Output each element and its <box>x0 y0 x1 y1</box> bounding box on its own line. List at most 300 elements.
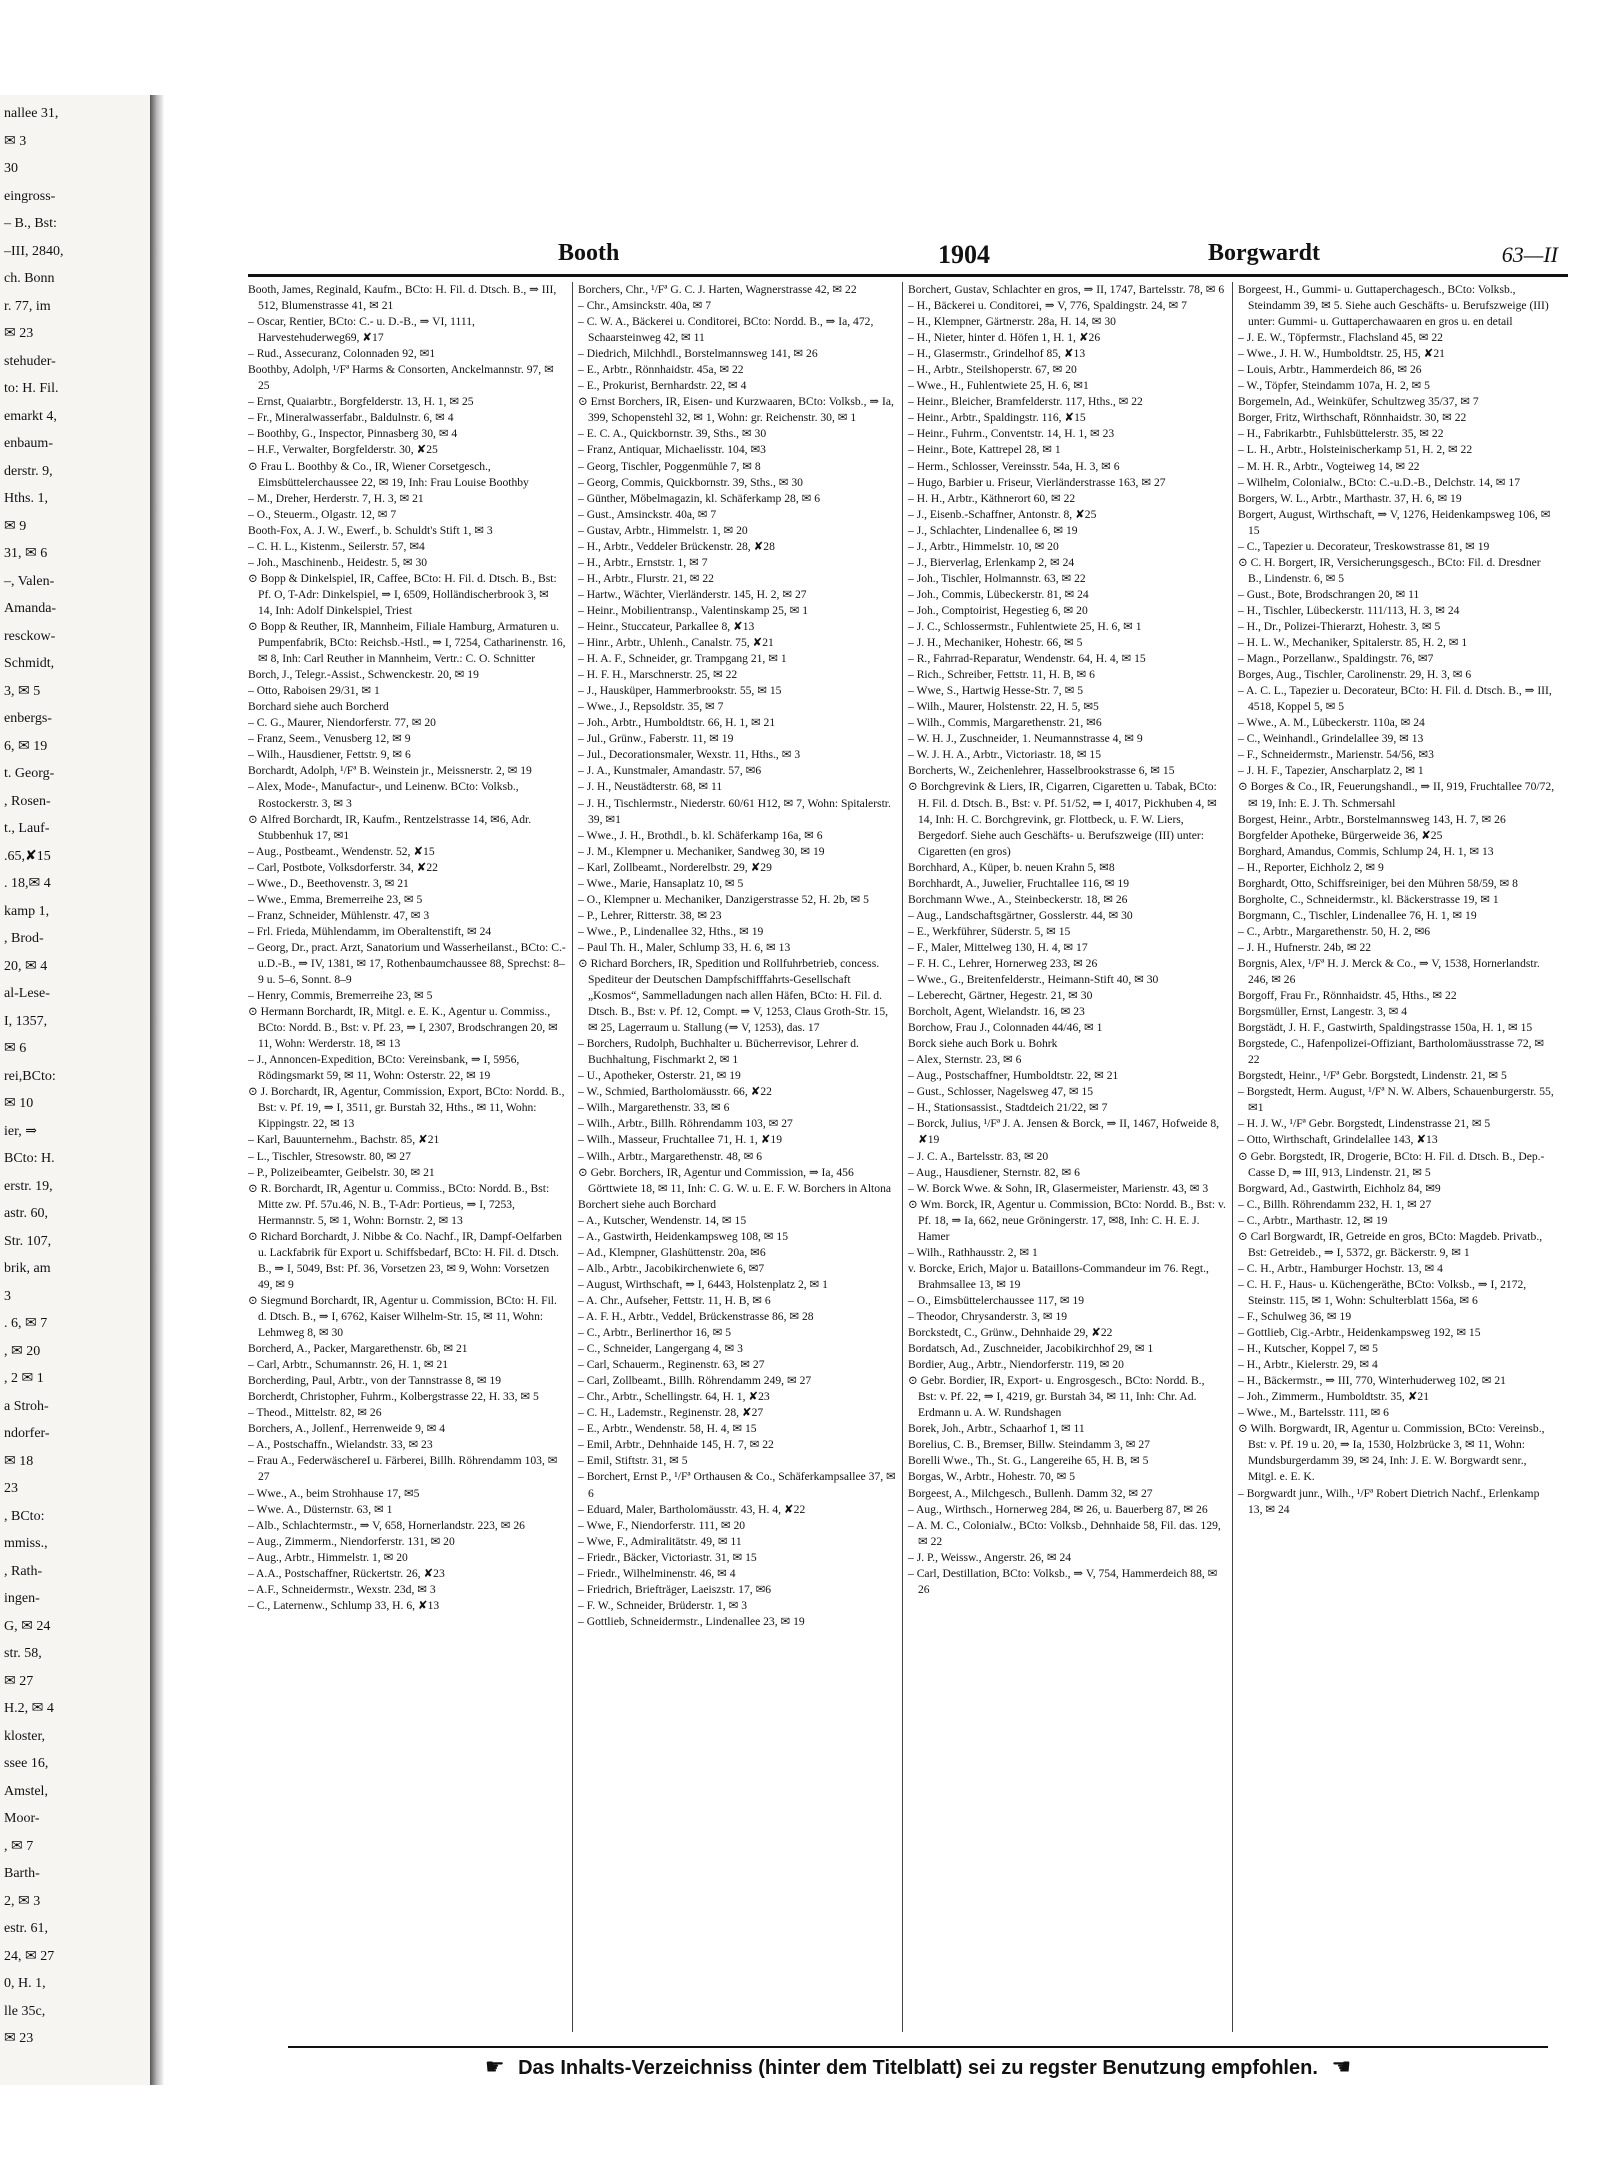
directory-entry: – A.A., Postschaffner, Rückertstr. 26, ✘23 <box>248 1566 445 1580</box>
directory-entry: – Borck, Julius, ¹/Fª J. A. Jensen & Borck, ⇒ II, 1467, Hofweide 8, ✘19 <box>908 1117 1220 1147</box>
column-2 <box>578 282 896 2032</box>
directory-entry: ⊙ Ernst Borchers, IR, Eisen- und Kurzwaaren, BCto: Volksb., ⇒ Ia, 399, Schopenstehl 32, ✉ 1, Wohn: gr. Reichenstr. 30, ✉ 1 <box>578 395 894 425</box>
directory-entry: – August, Wirthschaft, ⇒ I, 6443, Holstenplatz 2, ✉ 1 <box>578 1277 828 1291</box>
left-page-fragment: brik, am <box>4 1261 51 1276</box>
directory-entry: – Franz, Seem., Venusberg 12, ✉ 9 <box>248 732 411 746</box>
directory-entry: – C. H. F., Haus- u. Küchengeräthe, BCto: Volksb., ⇒ I, 2172, Steinstr. 115, ✉ 1, Wohn: Schulterblatt 156a, ✉ 6 <box>1238 1277 1527 1307</box>
directory-entry: – Wilh., Maurer, Holstenstr. 22, H. 5, ✉5 <box>908 700 1099 714</box>
directory-entry: Borgmann, C., Tischler, Lindenallee 76, H. 1, ✉ 19 <box>1238 908 1477 922</box>
directory-entry: – C. W. A., Bäckerei u. Conditorei, BCto: Nordd. B., ⇒ Ia, 472, Schaarsteinweg 42, ✉ 11 <box>578 315 874 345</box>
directory-entry: – E., Arbtr., Wendenstr. 58, H. 4, ✉ 15 <box>578 1422 757 1436</box>
directory-entry: – C., Arbtr., Margarethenstr. 50, H. 2, ✉6 <box>1238 924 1431 938</box>
left-page-fragment: I, 1357, <box>4 1013 48 1029</box>
directory-entry: – Emil, Stiftstr. 31, ✉ 5 <box>578 1454 688 1468</box>
left-page-fragment: lle 35c, <box>4 2003 46 2019</box>
directory-entry: – Gust., Bote, Brodschrangen 20, ✉ 11 <box>1238 587 1420 601</box>
directory-entry: – Wilh., Masseur, Fruchtallee 71, H. 1, ✘19 <box>578 1133 783 1147</box>
directory-entry: Borchert, Gustav, Schlachter en gros, ⇒ II, 1747, Bartelsstr. 78, ✉ 6 <box>908 283 1225 296</box>
directory-entry: – W., Schmied, Bartholomäusstr. 66, ✘22 <box>578 1085 772 1099</box>
directory-entry: – Wwe., G., Breitenfelderstr., Heimann-Stift 40, ✉ 30 <box>908 973 1159 987</box>
directory-entry: – J. C. A., Bartelsstr. 83, ✉ 20 <box>908 1149 1049 1163</box>
directory-entry: – O., Steuerm., Olgastr. 12, ✉ 7 <box>248 507 397 521</box>
left-page-fragment: –, Valen- <box>4 573 55 589</box>
directory-entry: – Chr., Arbtr., Schellingstr. 64, H. 1, ✘23 <box>578 1390 770 1404</box>
directory-entry: – Aug., Postbeamt., Wendenstr. 52, ✘15 <box>248 844 435 858</box>
directory-entry: – Heinr., Arbtr., Spaldingstr. 116, ✘15 <box>908 411 1086 425</box>
page-header <box>248 238 1568 277</box>
left-page-fragment: ✉ 6 <box>4 1041 27 1056</box>
directory-entry: Borgnis, Alex, ¹/Fª H. J. Merck & Co., ⇒ V, 1538, Hornerlandstr. 246, ✉ 26 <box>1238 956 1540 987</box>
left-page-fragment: 31, ✉ 6 <box>4 546 48 561</box>
directory-entry: – Joh., Maschinenb., Heidestr. 5, ✉ 30 <box>248 555 428 569</box>
left-page-fragment: , Brod- <box>4 931 44 946</box>
left-page-fragment: , Rath- <box>4 1563 43 1579</box>
directory-entry: – Wwe, F., Niendorferstr. 111, ✉ 20 <box>578 1518 746 1532</box>
directory-entry: – H., Kutscher, Koppel 7, ✉ 5 <box>1238 1342 1378 1356</box>
directory-entry: – E., Arbtr., Rönnhaidstr. 45a, ✉ 22 <box>578 363 744 377</box>
directory-entry: ⊙ Gebr. Borgstedt, IR, Drogerie, BCto: H. Fil. d. Dtsch. B., Dep.-Casse D, ⇒ III, 913, Lindenstr. 21, ✉ 5 <box>1238 1149 1545 1179</box>
directory-entry: – A. F. H., Arbtr., Veddel, Brückenstrasse 86, ✉ 28 <box>578 1310 814 1323</box>
left-page-fragment: 3 <box>4 1288 11 1304</box>
directory-entry: Borgholte, C., Schneidermstr., kl. Bäckerstrasse 19, ✉ 1 <box>1238 892 1499 906</box>
left-page-fragment: , 2 ✉ 1 <box>4 1371 44 1386</box>
directory-entry: Borgeest, A., Milchgesch., Bullenh. Damm 32, ✉ 27 <box>908 1486 1153 1500</box>
directory-entry: Booth-Fox, A. J. W., Ewerf., b. Schuldt's Stift 1, ✉ 3 <box>248 523 493 537</box>
left-page-fragment: Str. 107, <box>4 1233 52 1249</box>
directory-entry: – Hinr., Arbtr., Uhlenh., Canalstr. 75, ✘21 <box>578 636 774 650</box>
directory-entry: Borchard siehe auch Borcherd <box>248 700 389 714</box>
directory-entry: Borchhardt, A., Juwelier, Fruchtallee 116, ✉ 19 <box>908 876 1129 890</box>
left-page-fragment: ✉ 27 <box>4 1673 34 1689</box>
directory-entry: – H., Nieter, hinter d. Höfen 1, H. 1, ✘26 <box>908 331 1101 345</box>
left-page-fragment: eingross- <box>4 188 56 204</box>
directory-entry: – Joh., Zimmerm., Humboldtstr. 35, ✘21 <box>1238 1390 1430 1404</box>
directory-entry: – Aug., Landschaftsgärtner, Gosslerstr. 44, ✉ 30 <box>908 908 1133 922</box>
directory-entry: – Hugo, Barbier u. Friseur, Vierländerstrasse 163, ✉ 27 <box>908 475 1166 489</box>
directory-entry: – Alex, Sternstr. 23, ✉ 6 <box>908 1053 1022 1067</box>
directory-entry: – H., Arbtr., Kielerstr. 29, ✉ 4 <box>1238 1358 1378 1372</box>
directory-entry: – Franz, Schneider, Mühlenstr. 47, ✉ 3 <box>248 908 430 922</box>
directory-entry: – E., Werkführer, Süderstr. 5, ✉ 15 <box>908 924 1071 938</box>
directory-entry: – Fr., Mineralwasserfabr., Baldulnstr. 6, ✉ 4 <box>248 411 454 425</box>
page-footer <box>288 2046 1548 2084</box>
directory-entry: Borgward, Ad., Gastwirth, Eichholz 84, ✉9 <box>1238 1181 1441 1195</box>
directory-entry: ⊙ Wm. Borck, IR, Agentur u. Commission, BCto: Nordd. B., Bst: v. Pf. 18, ⇒ Ia, 662, neue Gröningerstr. 17, ✉8, Inh: C. H. E. J. Hamer <box>908 1197 1226 1243</box>
left-page-fragment: Moor- <box>4 1811 40 1826</box>
left-page-fragment: ✉ 9 <box>4 518 27 534</box>
directory-entry: – C. G., Maurer, Niendorferstr. 77, ✉ 20 <box>248 716 436 730</box>
directory-entry: – W., Töpfer, Steindamm 107a, H. 2, ✉ 5 <box>1238 379 1430 393</box>
directory-entry: – Chr., Amsinckstr. 40a, ✉ 7 <box>578 299 712 313</box>
directory-entry: – Friedr., Wilhelminenstr. 46, ✉ 4 <box>578 1566 736 1580</box>
directory-entry: – A. M. C., Colonialw., BCto: Volksb., Dehnhaide 58, Fil. das. 129, ✉ 22 <box>908 1518 1221 1548</box>
directory-entry: Borck siehe auch Bork u. Bohrk <box>908 1037 1058 1051</box>
directory-entry: – Frl. Frieda, Mühlendamm, im Oberaltenstift, ✉ 24 <box>248 924 492 938</box>
left-page-fragment: , BCto: <box>4 1508 45 1524</box>
left-page-fragment: to: H. Fil. <box>4 381 59 396</box>
left-page-fragment: –III, 2840, <box>4 243 64 259</box>
directory-entry: – H. A. F., Schneider, gr. Trampgang 21, ✉ 1 <box>578 652 787 666</box>
directory-entry: – Gust., Amsinckstr. 40a, ✉ 7 <box>578 507 717 521</box>
directory-entry: – J., Schlachter, Lindenallee 6, ✉ 19 <box>908 523 1078 537</box>
directory-entry: – C., Weinhandl., Grindelallee 39, ✉ 13 <box>1238 732 1424 746</box>
directory-entry: Bordier, Aug., Arbtr., Niendorferstr. 119, ✉ 20 <box>908 1358 1124 1372</box>
directory-entry: – Gustav, Arbtr., Himmelstr. 1, ✉ 20 <box>578 523 748 537</box>
directory-entry: – Wwe., J. H. W., Humboldtstr. 25, H5, ✘21 <box>1238 347 1445 361</box>
book-gutter <box>150 95 164 2085</box>
directory-entry: – E., Prokurist, Bernhardstr. 22, ✉ 4 <box>578 379 747 393</box>
directory-entry: – F., Maler, Mittelweg 130, H. 4, ✉ 17 <box>908 940 1088 954</box>
directory-entry: – H., Reporter, Eichholz 2, ✉ 9 <box>1238 860 1384 874</box>
directory-entry: – J., Arbtr., Himmelstr. 10, ✉ 20 <box>908 539 1059 553</box>
directory-entry: Borgert, August, Wirthschaft, ⇒ V, 1276, Heidenkampsweg 106, ✉ 15 <box>1238 507 1551 537</box>
directory-entry: ⊙ R. Borchardt, IR, Agentur u. Commiss., BCto: Nordd. B., Bst: Mitte zw. Pf. 57u.46, N. B., T-Adr: Portieus, ⇒ I, 7253, Hermannstr. 5, ✉ 1, Wohn: Bornstr. 2, ✉ 13 <box>248 1181 550 1227</box>
directory-entry: – H., Arbtr., Ernststr. 1, ✉ 7 <box>578 555 708 569</box>
directory-entry: – J. C., Schlossermstr., Fuhlentwiete 25, H. 6, ✉ 1 <box>908 619 1142 633</box>
directory-entry: Borgoff, Frau Fr., Rönnhaidstr. 45, Hths., ✉ 22 <box>1238 989 1457 1003</box>
directory-entry: – Joh., Commis, Lübeckerstr. 81, ✉ 24 <box>908 587 1089 601</box>
directory-entry: ⊙ Gebr. Bordier, IR, Export- u. Engrosgesch., BCto: Nordd. B., Bst: v. Pf. 22, ⇒ I, 4219, gr. Burstah 34, ✉ 11, Inh: Chr. Ad. Erdmann u. A. W. Rundshagen <box>908 1374 1205 1420</box>
directory-entry: ⊙ Carl Borgwardt, IR, Getreide en gros, BCto: Magdeb. Privatb., Bst: Getreideb., ⇒ I, 5372, gr. Bäckerstr. 9, ✉ 1 <box>1238 1229 1543 1259</box>
left-page-fragment: , Rosen- <box>4 793 51 809</box>
directory-entry: – F. H. C., Lehrer, Hornerweg 233, ✉ 26 <box>908 956 1098 970</box>
left-page-fragment: rei,BCto: <box>4 1068 56 1084</box>
column-divider <box>1232 282 1233 2032</box>
directory-entry: – Wilh., Hausdiener, Fettstr. 9, ✉ 6 <box>248 748 411 762</box>
left-page-fragment: 6, ✉ 19 <box>4 738 48 754</box>
footer-notice: Das Inhalts-Verzeichniss (hinter dem Titelblatt) sei zu regster Benutzung empfohlen. <box>518 2057 1318 2079</box>
directory-entry: – H., Fabrikarbtr., Fuhlsbüttelerstr. 35, ✉ 22 <box>1238 427 1444 441</box>
directory-entry: – J. H., Mechaniker, Hohestr. 66, ✉ 5 <box>908 636 1083 650</box>
directory-entry: – Wilh., Arbtr., Billh. Röhrendamm 103, ✉ 27 <box>578 1117 793 1131</box>
directory-entry: – Otto, Wirthschaft, Grindelallee 143, ✘13 <box>1238 1133 1438 1147</box>
page-number: 63—II <box>1501 242 1558 267</box>
directory-entry: Borghardt, Otto, Schiffsreiniger, bei den Mühren 58/59, ✉ 8 <box>1238 876 1518 890</box>
directory-entry: – Wilh., Margarethenstr. 33, ✉ 6 <box>578 1101 730 1115</box>
directory-entry: – J., Eisenb.-Schaffner, Antonstr. 8, ✘25 <box>908 507 1097 521</box>
directory-entry: – C. H. L., Kistenm., Seilerstr. 57, ✉4 <box>248 539 425 553</box>
directory-entry: – H. H., Arbtr., Käthnerort 60, ✉ 22 <box>908 491 1076 505</box>
left-page-fragment: ch. Bonn <box>4 271 55 286</box>
directory-entry: – Wwe, S., Hartwig Hesse-Str. 7, ✉ 5 <box>908 684 1084 698</box>
directory-entry: – J., Hausküper, Hammerbrookstr. 55, ✉ 15 <box>578 684 782 698</box>
directory-entry: – P., Polizeibeamter, Geibelstr. 30, ✉ 21 <box>248 1165 435 1179</box>
directory-entry: – Otto, Raboisen 29/31, ✉ 1 <box>248 684 380 698</box>
directory-entry: – Aug., Zimmerm., Niendorferstr. 131, ✉ 20 <box>248 1534 455 1548</box>
left-page-fragment: kloster, <box>4 1728 46 1744</box>
directory-entry: – A., Gastwirth, Heidenkampsweg 108, ✉ 15 <box>578 1229 789 1243</box>
left-page-fragment: ssee 16, <box>4 1756 49 1771</box>
directory-entry: – J. H., Neustädterstr. 68, ✉ 11 <box>578 780 723 794</box>
directory-entry: – Theodor, Chrysanderstr. 3, ✉ 19 <box>908 1310 1068 1323</box>
header-last-entry: Borgwardt <box>1208 240 1320 266</box>
directory-entry: – Herm., Schlosser, Vereinsstr. 54a, H. 3, ✉ 6 <box>908 459 1120 473</box>
directory-entry: Borgas, W., Arbtr., Hohestr. 70, ✉ 5 <box>908 1470 1075 1484</box>
left-page-fragment: stehuder- <box>4 353 56 369</box>
left-page-fragment: al-Lese- <box>4 986 50 1001</box>
directory-entry: – Alb., Schlachtermstr., ⇒ V, 658, Hornerlandstr. 223, ✉ 26 <box>248 1518 525 1532</box>
pointing-hand-left-icon: ☚ <box>1331 2054 1352 2079</box>
directory-entry: Borchers, Chr., ¹/Fª G. C. J. Harten, Wagnerstrasse 42, ✉ 22 <box>578 283 857 296</box>
directory-entry: Borch, J., Telegr.-Assist., Schwenckestr. 20, ✉ 19 <box>248 668 479 682</box>
directory-entry: – H., Tischler, Lübeckerstr. 111/113, H. 3, ✉ 24 <box>1238 603 1460 617</box>
directory-entry: – Karl, Zollbeamt., Norderelbstr. 29, ✘29 <box>578 860 772 874</box>
column-divider <box>572 282 573 2032</box>
directory-entry: – W. Borck Wwe. & Sohn, IR, Glasermeister, Marienstr. 43, ✉ 3 <box>908 1181 1209 1195</box>
directory-entry: – F., Schneidermstr., Marienstr. 54/56, ✉3 <box>1238 748 1434 762</box>
left-page-fragment: , ✉ 7 <box>4 1838 34 1854</box>
left-page-fragment: enbergs- <box>4 711 52 726</box>
header-first-entry: Booth <box>558 240 620 266</box>
directory-entry: ⊙ Borges & Co., IR, Feuerungshandl., ⇒ II, 919, Fruchtallee 70/72, ✉ 19, Inh: E. J. Th. Schmersahl <box>1238 780 1555 810</box>
directory-entry: – Carl, Arbtr., Schumannstr. 26, H. 1, ✉ 21 <box>248 1358 449 1372</box>
directory-entry: ⊙ C. H. Borgert, IR, Versicherungsgesch., BCto: Fil. d. Dresdner B., Lindenstr. 6, ✉ 5 <box>1238 555 1541 585</box>
left-page-fragment: t. Georg- <box>4 766 55 781</box>
directory-entry: – J. E. W., Töpfermstr., Flachsland 45, ✉ 22 <box>1238 331 1443 345</box>
directory-entry: – H., Bäckermstr., ⇒ III, 770, Winterhuderweg 102, ✉ 21 <box>1238 1374 1506 1388</box>
directory-entry: – H. J. W., ¹/Fª Gebr. Borgstedt, Lindenstrasse 21, ✉ 5 <box>1238 1117 1491 1131</box>
directory-entry: – Wilh., Arbtr., Margarethenstr. 48, ✉ 6 <box>578 1149 762 1163</box>
left-page-fragment: G, ✉ 24 <box>4 1618 51 1634</box>
directory-entry: – Jul., Grünw., Faberstr. 11, ✉ 19 <box>578 732 734 746</box>
directory-entry: – M., Dreher, Herderstr. 7, H. 3, ✉ 21 <box>248 491 424 505</box>
directory-entry: – C., Laternenw., Schlump 33, H. 6, ✘13 <box>248 1598 440 1612</box>
directory-entry: – Friedr., Bäcker, Victoriastr. 31, ✉ 15 <box>578 1550 757 1564</box>
directory-entry: ⊙ Richard Borchers, IR, Spedition und Rollfuhrbetrieb, concess. Spediteur der Deutschen Dampfschifffahrts-Gesellschaft „Kosmos“, Sammelladungen nach allen Häfen, BCto: H. Fil. d. Dtsch. B., Bst: v. Pf. 12, Compt. ⇒ V, 1253, Claus Groth-Str. 15, ✉ 25, Lagerraum u. Stallung (⇒ V, 1253), das. 17 <box>578 956 889 1035</box>
left-page-fragment: t., Lauf- <box>4 821 50 836</box>
directory-entry: – Theod., Mittelstr. 82, ✉ 26 <box>248 1406 382 1420</box>
directory-entry: – Carl, Postbote, Volksdorferstr. 34, ✘22 <box>248 860 438 874</box>
directory-entry: – Ernst, Quaiarbtr., Borgfelderstr. 13, H. 1, ✉ 25 <box>248 395 474 409</box>
column-3 <box>908 282 1226 2032</box>
left-page-fragment: . 18,✉ 4 <box>4 876 51 891</box>
directory-entry: – Wwe., Emma, Bremerreihe 23, ✉ 5 <box>248 892 423 906</box>
directory-entry: – J. P., Weissw., Angerstr. 26, ✉ 24 <box>908 1550 1072 1564</box>
directory-entry: – Wwe., D., Beethovenstr. 3, ✉ 21 <box>248 876 409 890</box>
directory-entry: – Magn., Porzellanw., Spaldingstr. 76, ✉7 <box>1238 652 1434 666</box>
directory-entry: – H., Klempner, Gärtnerstr. 28a, H. 14, ✉ 30 <box>908 315 1116 329</box>
directory-entry: – C., Schneider, Langergang 4, ✉ 3 <box>578 1342 743 1356</box>
directory-entry: Borger, Fritz, Wirthschaft, Rönnhaidstr. 30, ✉ 22 <box>1238 411 1467 425</box>
directory-entry: – A. Chr., Aufseher, Fettstr. 11, H. B, ✉ 6 <box>578 1293 771 1307</box>
directory-entry: – J. H., Tischlermstr., Niederstr. 60/61 H12, ✉ 7, Wohn: Spitalerstr. 39, ✉1 <box>578 796 891 826</box>
left-page-fragment: , ✉ 20 <box>4 1343 41 1359</box>
directory-entry: – Joh., Comptoirist, Hegestieg 6, ✉ 20 <box>908 603 1088 617</box>
left-page-fragment: Amstel, <box>4 1783 48 1799</box>
left-page-fragment: ier, ⇒ <box>4 1123 37 1139</box>
directory-entry: v. Borcke, Erich, Major u. Bataillons-Commandeur im 76. Regt., Brahmsallee 13, ✉ 19 <box>908 1261 1209 1291</box>
directory-entry: – H. F. H., Marschnerstr. 25, ✉ 22 <box>578 668 738 682</box>
directory-entry: ⊙ Frau L. Boothby & Co., IR, Wiener Corsetgesch., Eimsbüttelerchaussee 22, ✉ 19, Inh: Frau Louise Boothby <box>248 459 529 489</box>
directory-entry: – J. A., Kunstmaler, Amandastr. 57, ✉6 <box>578 764 762 778</box>
left-page-fragment: 0, H. 1, <box>4 1976 46 1991</box>
directory-entry: Borgstädt, J. H. F., Gastwirth, Spaldingstrasse 150a, H. 1, ✉ 15 <box>1238 1021 1533 1035</box>
left-page-fragment: mmiss., <box>4 1536 48 1551</box>
directory-entry: – J. H., Hufnerstr. 24b, ✉ 22 <box>1238 940 1372 954</box>
left-page-fragment: resckow- <box>4 628 56 644</box>
directory-entry: – Heinr., Fuhrm., Conventstr. 14, H. 1, ✉ 23 <box>908 427 1115 441</box>
directory-entry: – H., Arbtr., Steilshoperstr. 67, ✉ 20 <box>908 363 1077 377</box>
directory-entry: – Eduard, Maler, Bartholomäusstr. 43, H. 4, ✘22 <box>578 1502 806 1516</box>
left-page-fragment: . 6, ✉ 7 <box>4 1316 48 1331</box>
directory-entry: Borchmann Wwe., A., Steinbeckerstr. 18, ✉ 26 <box>908 892 1128 906</box>
directory-entry: – Gottlieb, Schneidermstr., Lindenallee 23, ✉ 19 <box>578 1614 805 1628</box>
directory-entry: – Aug., Arbtr., Himmelstr. 1, ✉ 20 <box>248 1550 408 1564</box>
directory-entry: – Rud., Assecuranz, Colonnaden 92, ✉1 <box>248 347 436 361</box>
directory-entry: – Emil, Arbtr., Dehnhaide 145, H. 7, ✉ 22 <box>578 1438 774 1452</box>
left-page-fragment: Schmidt, <box>4 656 55 671</box>
directory-entry: Borchert siehe auch Borchard <box>578 1197 717 1211</box>
directory-entry: – Ad., Klempner, Glashüttenstr. 20a, ✉6 <box>578 1245 766 1259</box>
directory-entry: Borgemeln, Ad., Weinküfer, Schultzweg 35/37, ✉ 7 <box>1238 395 1479 409</box>
directory-entry: – R., Fahrrad-Reparatur, Wendenstr. 64, H. 4, ✉ 15 <box>908 652 1146 666</box>
directory-entry: – Joh., Tischler, Holmannstr. 63, ✉ 22 <box>908 571 1086 585</box>
left-page-fragment: 30 <box>4 161 18 176</box>
directory-entry: – Jul., Decorationsmaler, Wexstr. 11, Hths., ✉ 3 <box>578 748 801 762</box>
directory-entry: – Hartw., Wächter, Vierländerstr. 145, H. 2, ✉ 27 <box>578 587 807 601</box>
directory-entry: ⊙ Siegmund Borchardt, IR, Agentur u. Commission, BCto: H. Fil. d. Dtsch. B., ⇒ I, 6762, Kaiser Wilhelm-Str. 15, ✉ 11, Wohn: Lehmweg 8, ✉ 30 <box>248 1293 557 1340</box>
directory-entry: ⊙ Wilh. Borgwardt, IR, Agentur u. Commission, BCto: Vereinsb., Bst: v. Pf. 19 u. 20, ⇒ Ia, 1530, Holzbrücke 3, ✉ 11, Wohn: Mundsburgerdamm 39, ✉ 24, Inh: J. E. W. Borgwardt senr., Mitgl. e. E. K. <box>1238 1422 1545 1484</box>
directory-entry: ⊙ J. Borchardt, IR, Agentur, Commission, Export, BCto: Nordd. B., Bst: v. Pf. 19, ⇒ I, 3511, gr. Burstah 32, Hths., ✉ 11, Wohn: Kippingstr. 22, ✉ 13 <box>248 1085 565 1131</box>
directory-entry: – H., Dr., Polizei-Thierarzt, Hohestr. 3, ✉ 5 <box>1238 619 1441 633</box>
directory-entry: – Leberecht, Gärtner, Hegestr. 21, ✉ 30 <box>908 989 1093 1003</box>
directory-entry: – F. W., Schneider, Brüderstr. 1, ✉ 3 <box>578 1598 748 1612</box>
directory-entry: – Louis, Arbtr., Hammerdeich 86, ✉ 26 <box>1238 363 1422 377</box>
directory-entry: – Georg, Tischler, Poggenmühle 7, ✉ 8 <box>578 459 761 473</box>
directory-entry: – Gottlieb, Cig.-Arbtr., Heidenkampsweg 192, ✉ 15 <box>1238 1326 1481 1340</box>
directory-entry: Borgstede, C., Hafenpolizei-Offiziant, Bartholomäusstrasse 72, ✉ 22 <box>1238 1037 1545 1067</box>
directory-entry: Borcholt, Agent, Wielandstr. 16, ✉ 23 <box>908 1005 1085 1019</box>
directory-entry: – Friedrich, Briefträger, Laeiszstr. 17, ✉6 <box>578 1582 772 1596</box>
directory-entry: Borcherding, Paul, Arbtr., von der Tannstrasse 8, ✉ 19 <box>248 1374 502 1388</box>
directory-entry: – Frau A., FederwäschereI u. Färberei, Billh. Röhrendamm 103, ✉ 27 <box>248 1454 558 1484</box>
directory-entry: – C., Arbtr., Marthastr. 12, ✉ 19 <box>1238 1213 1388 1227</box>
directory-entry: – Joh., Arbtr., Humboldtstr. 66, H. 1, ✉ 21 <box>578 716 776 730</box>
directory-entry: – C. H., Arbtr., Hamburger Hochstr. 13, ✉ 4 <box>1238 1261 1443 1275</box>
directory-entry: – Borchert, Ernst P., ¹/Fª Orthausen & Co., Schäferkampsallee 37, ✉ 6 <box>578 1470 896 1500</box>
directory-entry: – Wwe., M., Bartelsstr. 111, ✉ 6 <box>1238 1406 1389 1420</box>
directory-entry: Borges, Aug., Tischler, Carolinenstr. 29, H. 3, ✉ 6 <box>1238 668 1472 682</box>
directory-entry: ⊙ Bopp & Reuther, IR, Mannheim, Filiale Hamburg, Armaturen u. Pumpenfabrik, BCto: Reichsb.-Hstl., ⇒ I, 7254, Catharinenstr. 16, ✉ 8, Inh: Carl Reuther in Mannheim, Vertr.: C. O. Schnitter <box>248 619 566 666</box>
left-page-fragment: 23 <box>4 1481 18 1496</box>
directory-entry: Booth, James, Reginald, Kaufm., BCto: H. Fil. d. Dtsch. B., ⇒ III, 512, Blumenstrasse 41, ✉ 21 <box>248 283 557 313</box>
directory-entry: – Carl, Destillation, BCto: Volksb., ⇒ V, 754, Hammerdeich 88, ✉ 26 <box>908 1566 1218 1596</box>
left-page-fragment: estr. 61, <box>4 1921 48 1936</box>
left-page-fragment: 3, ✉ 5 <box>4 683 41 699</box>
directory-entry: Borgers, W. L., Arbtr., Marthastr. 37, H. 6, ✉ 19 <box>1238 491 1462 505</box>
left-page-fragment: kamp 1, <box>4 903 50 919</box>
directory-entry: – C., Tapezier u. Decorateur, Treskowstrasse 81, ✉ 19 <box>1238 539 1490 553</box>
directory-entry: – Wwe, F., Admiralitätstr. 49, ✉ 11 <box>578 1534 742 1548</box>
directory-entry: Borgstedt, Heinr., ¹/Fª Gebr. Borgstedt, Lindenstr. 21, ✉ 5 <box>1238 1069 1507 1083</box>
left-page-fragment: ingen- <box>4 1591 40 1606</box>
directory-entry: – Wwe., H., Fuhlentwiete 25, H. 6, ✉1 <box>908 379 1089 393</box>
directory-entry: – A.F., Schneidermstr., Wexstr. 23d, ✉ 3 <box>248 1582 436 1596</box>
directory-entry: Borcherts, W., Zeichenlehrer, Hasselbrookstrasse 6, ✉ 15 <box>908 764 1175 778</box>
left-page-fragment: Barth- <box>4 1866 40 1881</box>
directory-entry: – Alex, Mode-, Manufactur-, und Leinenw. BCto: Volksb., Rostockerstr. 3, ✉ 3 <box>248 780 519 810</box>
left-page-fragment: r. 77, im <box>4 298 51 314</box>
directory-entry: – Wwe., A., beim Strohhause 17, ✉5 <box>248 1486 420 1500</box>
directory-entry: – Wilh., Rathhausstr. 2, ✉ 1 <box>908 1245 1038 1259</box>
directory-entry: – W. H. J., Zuschneider, 1. Neumannstrasse 4, ✉ 9 <box>908 732 1143 746</box>
directory-entry: – W. J. H. A., Arbtr., Victoriastr. 18, ✉ 15 <box>908 748 1102 762</box>
directory-entry: Borgsmüller, Ernst, Langestr. 3, ✉ 4 <box>1238 1005 1408 1019</box>
directory-entry: – Alb., Arbtr., Jacobikirchenwiete 6, ✉7 <box>578 1261 765 1275</box>
directory-entry: Borchardt, Adolph, ¹/Fª B. Weinstein jr., Meissnerstr. 2, ✉ 19 <box>248 764 532 778</box>
directory-entry: Bordatsch, Ad., Zuschneider, Jacobikirchhof 29, ✉ 1 <box>908 1342 1154 1356</box>
directory-entry: – L. H., Arbtr., Holsteinischerkamp 51, H. 2, ✉ 22 <box>1238 443 1473 457</box>
directory-entry: Borelius, C. B., Bremser, Billw. Steindamm 3, ✉ 27 <box>908 1438 1150 1452</box>
directory-entry: – Aug., Wirthsch., Hornerweg 284, ✉ 26, u. Bauerberg 87, ✉ 26 <box>908 1502 1208 1516</box>
directory-entry: Boothby, Adolph, ¹/Fª Harms & Consorten, Anckelmannstr. 97, ✉ 25 <box>248 363 554 393</box>
directory-entry: – Carl, Zollbeamt., Billh. Röhrendamm 249, ✉ 27 <box>578 1374 812 1388</box>
directory-entry: – U., Apotheker, Osterstr. 21, ✉ 19 <box>578 1069 741 1083</box>
directory-entry: – C., Billh. Röhrendamm 232, H. 1, ✉ 27 <box>1238 1197 1432 1211</box>
directory-entry: – Georg, Dr., pract. Arzt, Sanatorium und Wasserheilanst., BCto: C.-u.D.-B., ⇒ IV, 1381, ✉ 17, Rothenbaumchaussee 88, Sprechst: 8–9 u. 5–6, Sonnt. 8–9 <box>248 940 566 987</box>
directory-entry: – Boothby, G., Inspector, Pinnasberg 30, ✉ 4 <box>248 427 458 441</box>
left-page-fragment: enbaum- <box>4 436 53 451</box>
directory-entry: – J., Annoncen-Expedition, BCto: Vereinsbank, ⇒ I, 5956, Rödingsmarkt 59, ✉ 11, Wohn: Osterstr. 22, ✉ 19 <box>248 1053 520 1083</box>
left-page-fragment: BCto: H. <box>4 1151 55 1166</box>
directory-entry: – H. L. W., Mechaniker, Spitalerstr. 85, H. 2, ✉ 1 <box>1238 636 1468 650</box>
directory-entry: – A., Kutscher, Wendenstr. 14, ✉ 15 <box>578 1213 747 1227</box>
directory-entry: – Heinr., Bote, Kattrepel 28, ✉ 1 <box>908 443 1061 457</box>
directory-entry: – Aug., Hausdiener, Sternstr. 82, ✉ 6 <box>908 1165 1080 1179</box>
directory-entry: – H., Stationsassist., Stadtdeich 21/22, ✉ 7 <box>908 1101 1108 1115</box>
directory-entry: – Carl, Schauerm., Reginenstr. 63, ✉ 27 <box>578 1358 765 1372</box>
left-page-fragment: 2, ✉ 3 <box>4 1893 41 1909</box>
directory-entry: – Gust., Schlosser, Nagelsweg 47, ✉ 15 <box>908 1085 1094 1099</box>
directory-entry: – O., Klempner u. Mechaniker, Danzigerstrasse 52, H. 2b, ✉ 5 <box>578 892 869 906</box>
left-page-fragment: astr. 60, <box>4 1206 48 1221</box>
directory-entry: – Heinr., Mobilientransp., Valentinskamp 25, ✉ 1 <box>578 603 809 617</box>
left-page-fragment: ✉ 23 <box>4 326 34 341</box>
directory-entry: – Karl, Bauunternehm., Bachstr. 85, ✘21 <box>248 1133 440 1147</box>
directory-entry: ⊙ Gebr. Borchers, IR, Agentur und Commission, ⇒ Ia, 456 Görttwiete 18, ✉ 11, Inh: C. G. W. u. E. F. W. Borchers in Altona <box>578 1165 892 1195</box>
directory-entry: – H.F., Verwalter, Borgfelderstr. 30, ✘25 <box>248 443 438 457</box>
directory-entry: – Henry, Commis, Bremerreihe 23, ✉ 5 <box>248 989 433 1003</box>
left-page-fragment: a Stroh- <box>4 1398 49 1414</box>
left-page-fragment: ✉ 23 <box>4 2031 34 2046</box>
column-4 <box>1238 282 1556 2032</box>
left-page-fragment: Hths. 1, <box>4 491 48 506</box>
left-page-fragment: derstr. 9, <box>4 463 53 479</box>
directory-entry: – Paul Th. H., Maler, Schlump 33, H. 6, ✉ 13 <box>578 940 791 954</box>
directory-entry: – Wwe., J. H., Brothdl., b. kl. Schäferkamp 16a, ✉ 6 <box>578 828 823 842</box>
directory-entry: – Wwe., A. M., Lübeckerstr. 110a, ✉ 24 <box>1238 716 1425 730</box>
directory-entry: – Aug., Postschaffner, Humboldtstr. 22, ✉ 21 <box>908 1069 1119 1083</box>
left-page-fragment: ndorfer- <box>4 1426 50 1441</box>
directory-entry: – J., Bierverlag, Erlenkamp 2, ✉ 24 <box>908 555 1075 569</box>
directory-entry: Borchow, Frau J., Colonnaden 44/46, ✉ 1 <box>908 1021 1103 1035</box>
directory-entry: Borgeest, H., Gummi- u. Guttaperchagesch., BCto: Volksb., Steindamm 39, ✉ 5. Siehe auch Geschäfts- u. Berufszweige (III) unter: Gummi- u. Guttaperchawaaren en gros u. en detail <box>1238 283 1549 329</box>
column-divider <box>902 282 903 2032</box>
left-page-fragment: erstr. 19, <box>4 1178 53 1194</box>
directory-entry: – Borgstedt, Herm. August, ¹/Fª N. W. Albers, Schauenburgerstr. 55, ✉1 <box>1238 1085 1554 1115</box>
directory-entry: Borchers, A., Jollenf., Herrenweide 9, ✉ 4 <box>248 1422 446 1436</box>
directory-entry: ⊙ Bopp & Dinkelspiel, IR, Caffee, BCto: H. Fil. d. Dtsch. B., Bst: Pf. O, T-Adr: Dinkelspiel, ⇒ I, 6509, Holländischerbrook 3, ✉ 14, Inh: Adolf Dinkelspiel, Triest <box>248 571 557 617</box>
directory-entry: Borghard, Amandus, Commis, Schlump 24, H. 1, ✉ 13 <box>1238 844 1494 858</box>
directory-entry: – Franz, Antiquar, Michaelisstr. 104, ✉3 <box>578 443 766 457</box>
directory-entry: – Wwe. A., Düsternstr. 63, ✉ 1 <box>248 1502 393 1516</box>
left-page-fragment: ✉ 10 <box>4 1096 34 1111</box>
left-page-fragment: emarkt 4, <box>4 408 57 424</box>
directory-entry: – Wwe., Marie, Hansaplatz 10, ✉ 5 <box>578 876 744 890</box>
directory-entry: – Wilh., Commis, Margarethenstr. 21, ✉6 <box>908 716 1102 730</box>
directory-entry: Borelli Wwe., Th., St. G., Langereihe 65, H. B, ✉ 5 <box>908 1454 1149 1468</box>
directory-entry: – C., Arbtr., Berlinerthor 16, ✉ 5 <box>578 1326 732 1340</box>
